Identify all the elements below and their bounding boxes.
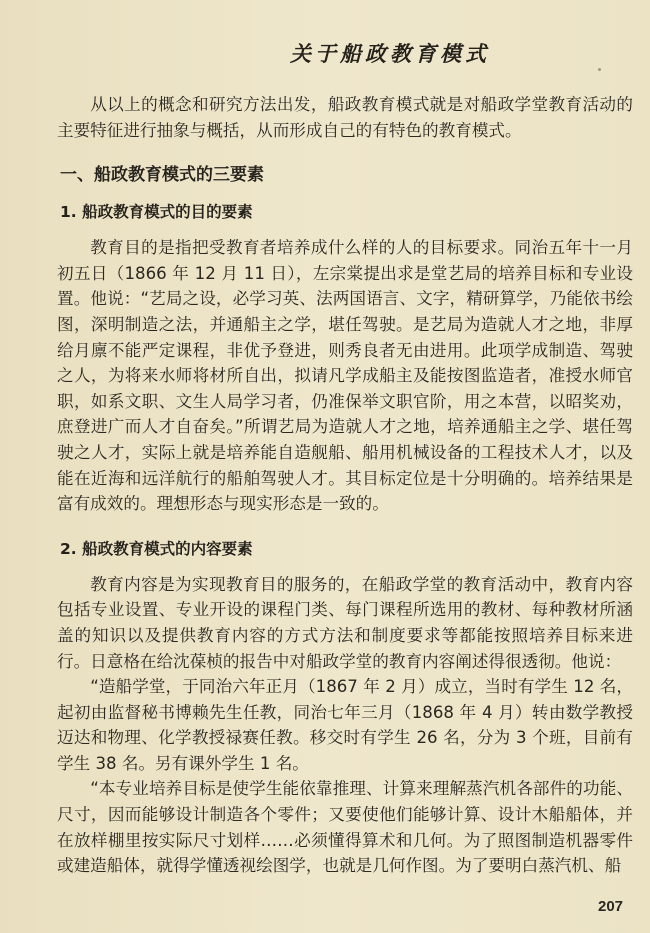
content-paragraph-2: “造船学堂，于同治六年正月（1867 年 2 月）成立，当时有学生 12 名，起初由监督秘书博赖先生任教，同治七年三月（1868 年 4 月）转由数学教授迈达和物理、化学教授禄赛任教。移交时有学生 26 名，分为 3 个班，目前有学生 38 名。另有课外学生 1 名。	[57, 677, 633, 773]
page-number: 207	[598, 898, 624, 915]
section-heading: 一、船政教育模式的三要素	[60, 165, 264, 186]
paper-speck	[598, 68, 601, 71]
body-text	[57, 92, 633, 879]
subsection-heading-purpose: 1. 船政教育模式的目的要素	[60, 203, 253, 222]
spacer	[57, 517, 633, 525]
subsection-heading-content: 2. 船政教育模式的内容要素	[60, 539, 253, 558]
purpose-paragraph: 教育目的是指把受教育者培养成什么样的人的目标要求。同治五年十一月初五日（1866 年 12 月 11 日），左宗棠提出求是堂艺局的培养目标和专业设置。他说：“艺局之设，必学习英、法两国语言、文字，精研算学，乃能依书绘图，深明制造之法，并通船主之学，堪任驾驶。是艺局为造就人才之地，非厚给月廪不能严定课程，非优予登进，则秀良者无由进用。此项学成制造、驾驶之人，为将来水师将材所自出，拟请凡学成船主及能按图监造者，准授水师官职，如系文职、文生人局学习者，仍准保举文职官阶，用之本营，以昭奖劝，庶登进广而人才自奋矣。”所谓艺局为造就人才之地，培养通船主之学、堪任驾驶之人才，实际上就是培养能自造舰船、船用机械设备的工程技术人才，以及能在近海和远洋航行的船舶驾驶人才。其目标定位是十分明确的。培养结果是富有成效的。理想形态与现实形态是一致的。	[57, 238, 633, 514]
page-title: 关于船政教育模式	[290, 41, 490, 66]
content-paragraph-1: 教育内容是为实现教育目的服务的，在船政学堂的教育活动中，教育内容包括专业设置、专业开设的课程门类、每门课程所选用的教材、每种教材所涵盖的知识以及提供教育内容的方式方法和制度要求等都能按照培养目标来进行。日意格在给沈葆桢的报告中对船政学堂的教育内容阐述得很透彻。他说：	[57, 574, 633, 671]
content-paragraph-3: “本专业培养目标是使学生能依靠推理、计算来理解蒸汽机各部件的功能、尺寸，因而能够设计制造各个零件；又要使他们能够计算、设计木船船体，并在放样棚里按实际尺寸划样……必须懂得算术和几何。为了照图制造机器零件或建造船体，就得学懂透视绘图学，也就是几何作图。为了要明白蒸汽机、船	[57, 779, 633, 876]
intro-paragraph: 从以上的概念和研究方法出发，船政教育模式就是对船政学堂教育活动的主要特征进行抽象与概括，从而形成自己的有特色的教育模式。	[57, 95, 633, 140]
